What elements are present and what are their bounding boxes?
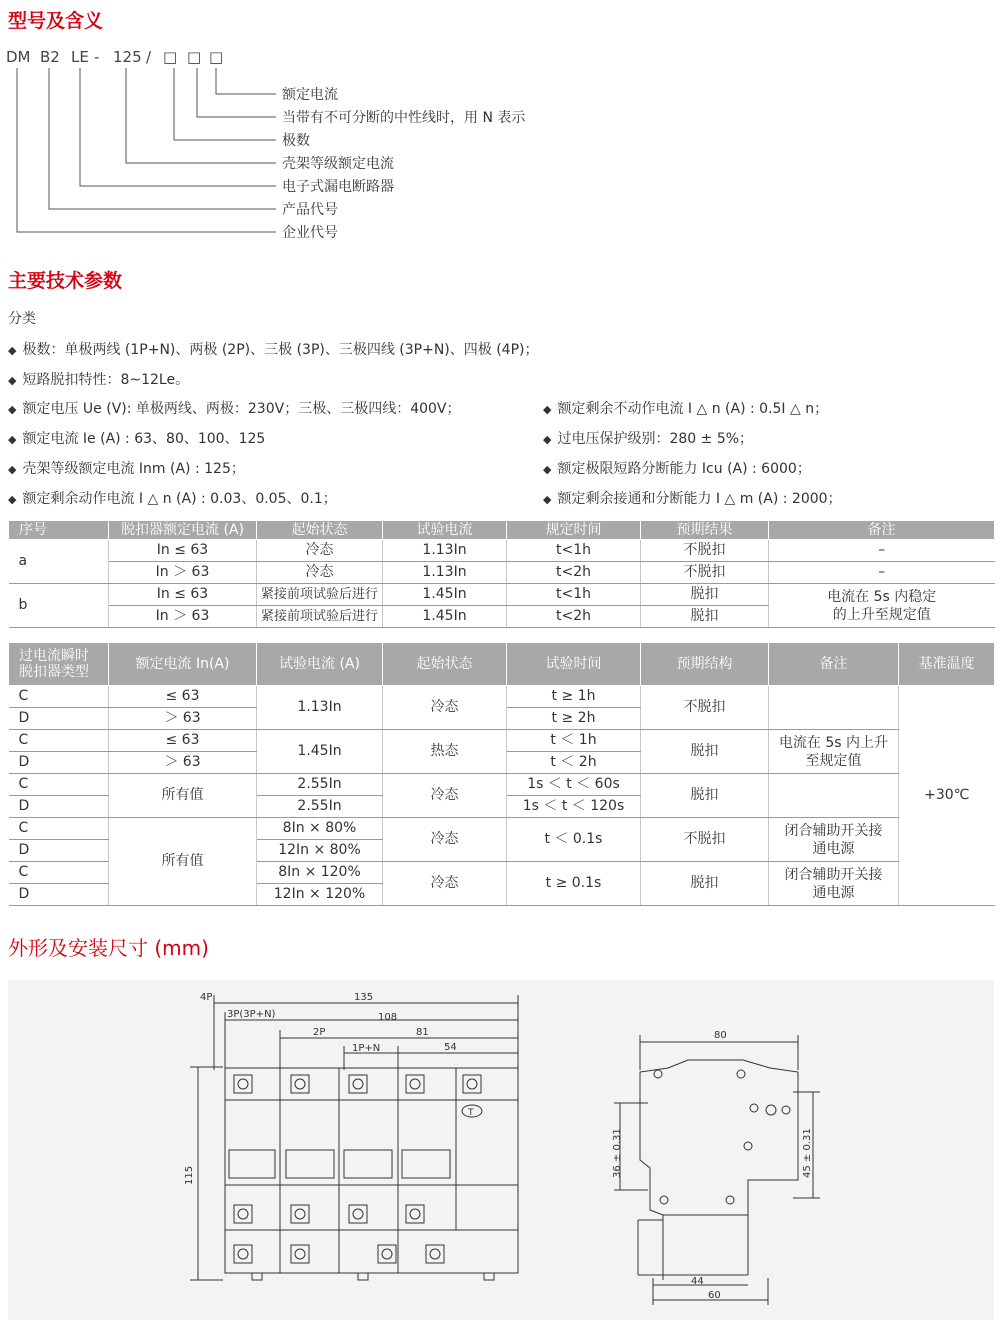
table-row (9, 686, 995, 708)
cell: t ＜ 2h (507, 752, 641, 774)
table-header-row (9, 643, 995, 686)
cell (769, 686, 899, 730)
cell: ≤ 63 (109, 730, 257, 752)
col-header: 脱扣器额定电流 (A) (109, 521, 257, 540)
meaning-frame-current: 壳架等级额定电流 (282, 156, 394, 172)
cell: 不脱扣 (641, 686, 769, 730)
col-header: 预期结果 (641, 521, 769, 540)
code-part-le: LE (71, 48, 89, 66)
cell: 2.55In (257, 796, 383, 818)
spec-item: ◆ 额定电流 Ie (A) : 63、80、100、125 (8, 431, 266, 447)
col-header: 试验时间 (507, 643, 641, 686)
bullet-diamond-icon: ◆ (543, 403, 552, 416)
bullet-diamond-icon: ◆ (8, 493, 17, 506)
cell: 1.13In (257, 686, 383, 730)
cell: t ≥ 1h (507, 686, 641, 708)
model-code-diagram (0, 40, 560, 250)
meaning-rated-current: 额定电流 (282, 87, 338, 103)
cell: C (9, 686, 109, 708)
cell-note: 电流在 5s 内稳定 的上升至规定值 (769, 584, 995, 628)
section-title-params: 主要技术参数 (8, 270, 123, 292)
cell: C (9, 730, 109, 752)
cell: t ＜ 0.1s (507, 818, 641, 862)
dim-label-45: 45 ± 0.31 (802, 1128, 813, 1178)
cell: C (9, 818, 109, 840)
cell: D (9, 708, 109, 730)
cell: D (9, 840, 109, 862)
cell: t<1h (507, 584, 641, 606)
cell: 紧接前项试验后进行 (257, 584, 383, 606)
code-part-box-2: □ (187, 48, 202, 66)
cell-note: 闭合辅助开关接 通电源 (769, 818, 899, 862)
cell: D (9, 752, 109, 774)
cell: 1s ＜ t ＜ 60s (507, 774, 641, 796)
code-part-dash: - (94, 48, 100, 66)
dim-label-3p: 3P(3P+N) (227, 1009, 276, 1020)
table-row (9, 562, 995, 584)
spec-item: ◆ 短路脱扣特性：8~12Le。 (8, 372, 190, 388)
cell: 冷态 (257, 562, 383, 584)
dim-label-108: 108 (378, 1012, 398, 1023)
col-header: 基准温度 (899, 643, 995, 686)
cell: t ≥ 2h (507, 708, 641, 730)
side-view (614, 1035, 820, 1305)
cell: 冷态 (383, 862, 507, 906)
cell-note: 电流在 5s 内上升 至规定值 (769, 730, 899, 774)
cell: 热态 (383, 730, 507, 774)
dim-label-44: 44 (691, 1276, 704, 1287)
dim-label-1pn: 1P+N (352, 1043, 381, 1054)
cell-base-temp: +30℃ (899, 686, 995, 906)
bullet-diamond-icon: ◆ (543, 493, 552, 506)
cell: 冷态 (383, 774, 507, 818)
test-button-label: T (468, 1108, 474, 1118)
cell: 1.45In (383, 584, 507, 606)
code-part-slash: / (146, 48, 152, 66)
cell: 1.13In (383, 562, 507, 584)
cell: 脱扣 (641, 584, 769, 606)
cell: 冷态 (383, 686, 507, 730)
cell: In ＞ 63 (109, 562, 257, 584)
classification-label: 分类 (8, 311, 36, 327)
code-part-dm: DM (6, 48, 31, 66)
cell: t ≥ 0.1s (507, 862, 641, 906)
cell: t<1h (507, 540, 641, 562)
col-header: 备注 (769, 643, 899, 686)
dim-label-54: 54 (444, 1042, 457, 1053)
col-header: 额定电流 In(A) (109, 643, 257, 686)
row-id: b (9, 584, 109, 628)
cell: C (9, 862, 109, 884)
table-row (9, 818, 995, 840)
spec-item: ◆ 额定极限短路分断能力 Icu (A) : 6000； (543, 461, 811, 477)
dimension-drawing-panel (8, 980, 994, 1320)
spec-item: ◆ 额定剩余接通和分断能力 I △ m (A) : 2000； (543, 491, 842, 507)
code-leader-lines (17, 68, 276, 232)
cell: 12In × 120% (257, 884, 383, 906)
cell: 所有值 (109, 774, 257, 818)
col-header: 过电流瞬时 脱扣器类型 (9, 643, 109, 686)
col-header: 序号 (9, 521, 109, 540)
cell: 冷态 (257, 540, 383, 562)
cell: 脱扣 (641, 606, 769, 628)
cell: 冷态 (383, 818, 507, 862)
spec-item: ◆ 额定剩余不动作电流 I △ n (A) : 0.5I △ n； (543, 401, 829, 417)
cell (769, 774, 899, 818)
cell: 脱扣 (641, 774, 769, 818)
cell: In ≤ 63 (109, 540, 257, 562)
cell-note: 闭合辅助开关接 通电源 (769, 862, 899, 906)
cell: – (769, 540, 995, 562)
cell: 不脱扣 (641, 818, 769, 862)
dim-label-135: 135 (354, 992, 374, 1003)
bullet-diamond-icon: ◆ (543, 463, 552, 476)
cell: In ≤ 63 (109, 584, 257, 606)
code-part-box-1: □ (163, 48, 178, 66)
dim-label-115: 115 (184, 1165, 195, 1185)
cell: 所有值 (109, 818, 257, 906)
code-part-box-3: □ (209, 48, 224, 66)
spec-item: ◆ 额定剩余动作电流 I △ n (A) : 0.03、0.05、0.1； (8, 491, 337, 507)
row-id: a (9, 540, 109, 584)
meaning-poles: 极数 (282, 133, 310, 149)
cell: 紧接前项试验后进行 (257, 606, 383, 628)
front-view (190, 995, 518, 1280)
spec-item: ◆ 额定电压 Ue (V): 单极两线、两极：230V；三极、三极四线：400V； (8, 401, 461, 417)
bullet-diamond-icon: ◆ (8, 374, 17, 387)
cell: 8In × 120% (257, 862, 383, 884)
col-header: 试验电流 (A) (257, 643, 383, 686)
cell: 12In × 80% (257, 840, 383, 862)
cell: 1s ＜ t ＜ 120s (507, 796, 641, 818)
spec-item: ◆ 壳架等级额定电流 Inm (A) : 125； (8, 461, 245, 477)
section-title-model: 型号及含义 (8, 10, 104, 32)
cell: 脱扣 (641, 862, 769, 906)
cell: 2.55In (257, 774, 383, 796)
cell: ＞ 63 (109, 752, 257, 774)
cell: 不脱扣 (641, 562, 769, 584)
section-title-dims: 外形及安装尺寸 (mm) (8, 936, 209, 960)
table-row (9, 774, 995, 796)
meaning-neutral: 当带有不可分断的中性线时，用 N 表示 (282, 110, 526, 126)
cell: In ＞ 63 (109, 606, 257, 628)
table-row (9, 540, 995, 562)
dim-label-80: 80 (714, 1030, 727, 1041)
table-row (9, 730, 995, 752)
bullet-diamond-icon: ◆ (8, 403, 17, 416)
cell: C (9, 774, 109, 796)
cell: 1.13In (383, 540, 507, 562)
time-current-test-table (8, 520, 995, 628)
cell: t ＜ 1h (507, 730, 641, 752)
col-header: 规定时间 (507, 521, 641, 540)
dim-label-36: 36 ± 0.31 (612, 1128, 623, 1178)
cell: D (9, 796, 109, 818)
cell: ＞ 63 (109, 708, 257, 730)
bullet-diamond-icon: ◆ (8, 433, 17, 446)
cell: 8In × 80% (257, 818, 383, 840)
dimension-drawing (8, 980, 994, 1320)
col-header: 备注 (769, 521, 995, 540)
dim-label-81: 81 (416, 1027, 429, 1038)
col-header: 预期结构 (641, 643, 769, 686)
col-header: 试验电流 (383, 521, 507, 540)
cell: – (769, 562, 995, 584)
cell: 脱扣 (641, 730, 769, 774)
cell: 1.45In (257, 730, 383, 774)
code-part-125: 125 (113, 48, 142, 66)
cell: ≤ 63 (109, 686, 257, 708)
meaning-electronic-rcd: 电子式漏电断路器 (282, 179, 394, 195)
cell: 1.45In (383, 606, 507, 628)
spec-item: ◆ 极数：单极两线 (1P+N)、两极 (2P)、三极 (3P)、三极四线 (3P+N)、四极 (4P)； (8, 342, 539, 358)
bullet-diamond-icon: ◆ (8, 463, 17, 476)
dim-label-4p: 4P (200, 992, 213, 1003)
spec-item: ◆ 过电压保护级别：280 ± 5%； (543, 431, 754, 447)
instantaneous-trip-table (8, 642, 995, 906)
bullet-diamond-icon: ◆ (543, 433, 552, 446)
col-header: 起始状态 (383, 643, 507, 686)
table-row (9, 584, 995, 606)
code-part-b2: B2 (40, 48, 60, 66)
cell: D (9, 884, 109, 906)
bullet-diamond-icon: ◆ (8, 344, 17, 357)
cell: 不脱扣 (641, 540, 769, 562)
meaning-product-code: 产品代号 (282, 202, 338, 218)
cell: t<2h (507, 606, 641, 628)
dim-label-60: 60 (708, 1290, 721, 1301)
table-header-row (9, 521, 995, 540)
meaning-company-code: 企业代号 (282, 225, 338, 241)
dim-label-2p: 2P (313, 1027, 326, 1038)
col-header: 起始状态 (257, 521, 383, 540)
cell: t<2h (507, 562, 641, 584)
